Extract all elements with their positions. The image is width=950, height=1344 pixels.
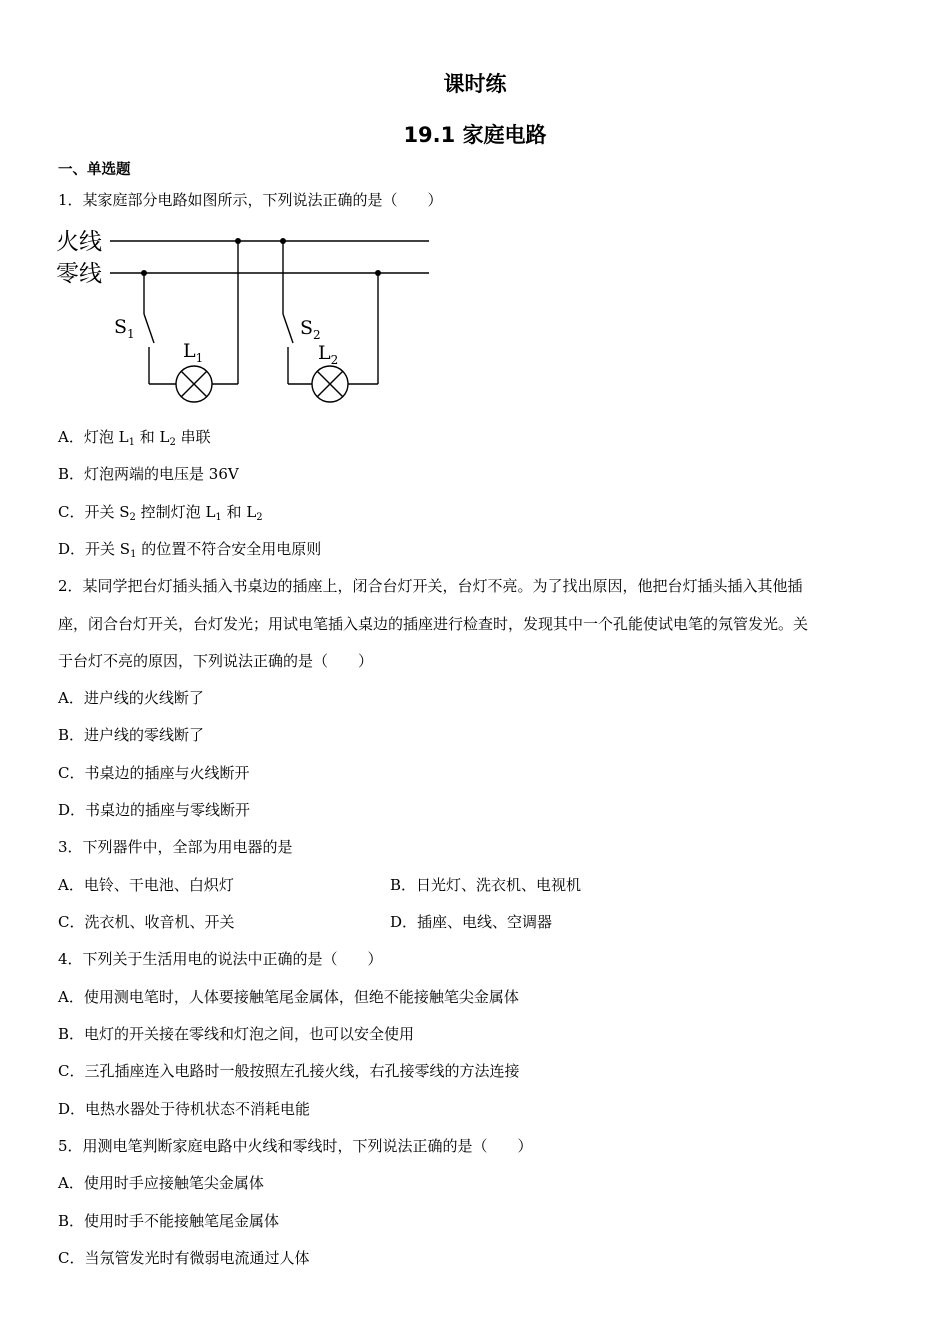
q5-option-a: A．使用时手应接触笔尖金属体 [58,1174,264,1192]
q3-stem: 3．下列器件中，全部为用电器的是 [58,838,293,856]
q4-option-c: C．三孔插座连入电路时一般按照左孔接火线，右孔接零线的方法连接 [58,1062,520,1080]
q4-option-d: D．电热水器处于待机状态不消耗电能 [58,1100,311,1118]
q2-option-d: D．书桌边的插座与零线断开 [58,801,251,819]
q2-option-a: A．进户线的火线断了 [58,689,204,707]
q3-option-d: D．插座、电线、空调器 [390,913,553,931]
s1-label: $S_1$ [114,316,135,341]
q2-option-c: C．书桌边的插座与火线断开 [58,764,250,782]
q4-stem: 4．下列关于生活用电的说法中正确的是（ ） [58,950,383,968]
s2-label: $S_2$ [300,317,321,342]
circuit-diagram [52,222,442,408]
q2-option-b: B．进户线的零线断了 [58,726,205,744]
q3-option-a: A．电铃、干电池、白炽灯 [58,876,234,894]
q2-stem-line3: 于台灯不亮的原因，下列说法正确的是（ ） [58,652,374,670]
q5-option-b: B．使用时手不能接触笔尾金属体 [58,1212,280,1230]
q1-stem: 1．某家庭部分电路如图所示，下列说法正确的是（ ） [58,191,443,209]
switch-s2 [283,314,293,343]
q4-option-b: B．电灯的开关接在零线和灯泡之间，也可以安全使用 [58,1025,415,1043]
q2-stem-line1: 2．某同学把台灯插头插入书桌边的插座上，闭合台灯开关，台灯不亮。为了找出原因，他把台灯插头插入其他插 [58,577,803,595]
q3-option-c: C．洗衣机、收音机、开关 [58,913,235,931]
lesson-title: 19.1 家庭电路 [403,123,547,147]
live-wire-label: 火线 [56,229,102,255]
q1-option-b: B．灯泡两端的电压是 36V [58,465,239,483]
q3-option-b: B．日光灯、洗衣机、电视机 [390,876,582,894]
switch-s1 [144,314,154,343]
q5-stem: 5．用测电笔判断家庭电路中火线和零线时，下列说法正确的是（ ） [58,1137,533,1155]
q4-option-a: A．使用测电笔时，人体要接触笔尾金属体，但绝不能接触笔尖金属体 [58,988,519,1006]
l2-label: $L_2$ [318,342,339,367]
q2-stem-line2: 座，闭合台灯开关，台灯发光；用试电笔插入桌边的插座进行检查时，发现其中一个孔能使试电笔的氖管发光。关 [58,615,809,633]
section-heading: 一、单选题 [58,162,131,178]
q1-option-d: D．开关 $S_1$ 的位置不符合安全用电原则 [58,540,322,560]
page-title: 课时练 [443,72,507,96]
l1-label: $L_1$ [183,340,204,365]
q1-option-a: A．灯泡 $L_1$ 和 $L_2$ 串联 [58,428,211,448]
q1-option-c: C．开关 $S_2$ 控制灯泡 $L_1$ 和 $L_2$ [58,503,263,523]
neutral-wire-label: 零线 [56,261,102,287]
q5-option-c: C．当氖管发光时有微弱电流通过人体 [58,1249,310,1267]
